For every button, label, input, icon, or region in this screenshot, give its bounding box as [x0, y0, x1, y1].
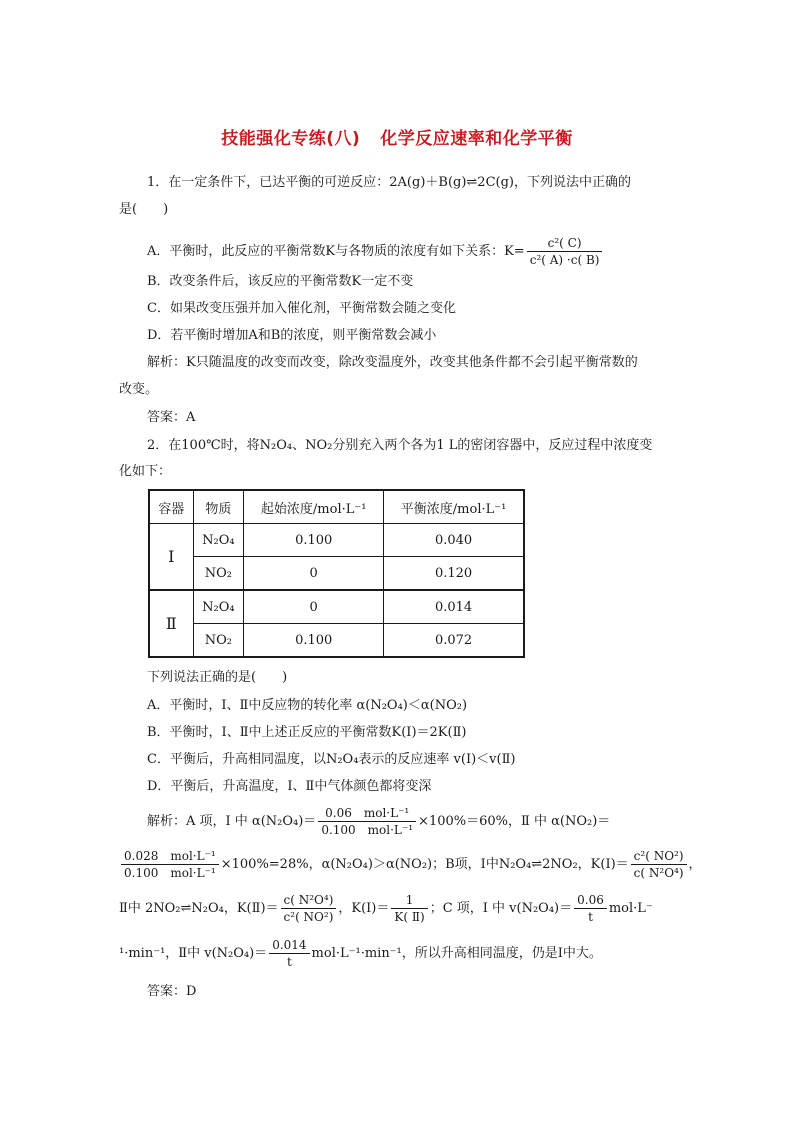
q1-stem-line1: 1．在一定条件下，已达平衡的可逆反应：2A(g)＋B(g)⇌2C(g)，下列说法中正确的 [147, 175, 631, 190]
fraction-numerator: 0.06 [574, 893, 607, 909]
q2-analysis-line2 [119, 849, 702, 880]
analysis-text: ×100%＝60%，Ⅱ 中 α(NO₂)＝ [418, 814, 611, 829]
title-topic: 化学反应速率和化学平衡 [380, 129, 573, 149]
q2-ask: 下列说法正确的是( ) [147, 670, 288, 685]
substance-cell: NO₂ [193, 557, 244, 591]
eq-cell: 0.040 [384, 524, 524, 557]
fraction-denominator: K( Ⅱ) [394, 910, 425, 924]
q1-option-a-fraction [527, 236, 603, 267]
start-cell: 0 [244, 557, 384, 591]
fraction-numerator: 0.014 [269, 938, 309, 954]
fraction-denominator: c²( A) ·c( B) [529, 253, 600, 267]
q2-option-d: D．平衡后，升高温度，Ⅰ、Ⅱ中气体颜色都将变深 [147, 779, 432, 794]
table-row [149, 557, 524, 591]
fraction [574, 893, 607, 924]
header-eq-conc: 平衡浓度/mol·L⁻¹ [384, 490, 524, 524]
analysis-text: mol·L⁻¹·min⁻¹，所以升高相同温度，仍是Ⅰ中大。 [311, 946, 602, 961]
analysis-text: 解析：A 项，Ⅰ 中 α(N₂O₄)＝ [147, 814, 317, 829]
fraction-denominator: t [588, 910, 593, 924]
substance-cell: N₂O₄ [193, 590, 244, 624]
fraction-numerator: 0.028 mol·L⁻¹ [121, 849, 219, 865]
header-start-conc: 起始浓度/mol·L⁻¹ [244, 490, 384, 524]
container-cell: Ⅰ [149, 524, 193, 591]
q2-option-a: A．平衡时，Ⅰ、Ⅱ中反应物的转化率 α(N₂O₄)＜α(NO₂) [147, 698, 468, 713]
q1-option-d: D．若平衡时增加A和B的浓度，则平衡常数会减小 [147, 328, 437, 343]
q2-option-b: B．平衡时，Ⅰ、Ⅱ中上述正反应的平衡常数K(Ⅰ)＝2K(Ⅱ) [147, 725, 467, 740]
eq-cell: 0.120 [384, 557, 524, 591]
fraction-denominator: c( N²O⁴) [633, 866, 684, 880]
fraction-numerator: c( N²O⁴) [281, 893, 337, 909]
fraction-numerator: c²( C) [527, 236, 603, 252]
fraction [281, 893, 337, 924]
fraction-numerator: 1 [391, 893, 427, 909]
q2-analysis-line1 [147, 806, 610, 837]
table-row [149, 590, 524, 624]
fraction-denominator: 0.100 mol·L⁻¹ [124, 866, 216, 880]
analysis-text: ×100%=28%，α(N₂O₄)＞α(NO₂)；B项，Ⅰ中N₂O₄⇌2NO₂，K(Ⅰ)＝ [220, 857, 629, 872]
analysis-text: mol·L⁻ [608, 901, 653, 916]
q1-analysis-line1: 解析：K只随温度的改变而改变，除改变温度外，改变其他条件都不会引起平衡常数的 [147, 355, 638, 370]
q2-answer: 答案：D [147, 984, 197, 999]
q1-option-c: C．如果改变压强并加入催化剂，平衡常数会随之变化 [147, 301, 456, 316]
q2-analysis-line3 [119, 893, 653, 924]
analysis-text: ，K(Ⅰ)＝ [338, 901, 390, 916]
header-container: 容器 [149, 490, 193, 524]
start-cell: 0 [244, 590, 384, 624]
analysis-text: Ⅱ中 2NO₂⇌N₂O₄，K(Ⅱ)＝ [119, 901, 279, 916]
eq-cell: 0.072 [384, 624, 524, 658]
fraction-denominator: c²( NO²) [283, 910, 334, 924]
eq-cell: 0.014 [384, 590, 524, 624]
fraction-numerator: 0.06 mol·L⁻¹ [318, 806, 416, 822]
fraction-denominator: 0.100 mol·L⁻¹ [321, 823, 414, 837]
concentration-table [148, 489, 525, 658]
q1-analysis-line2: 改变。 [119, 382, 159, 397]
fraction [391, 893, 427, 924]
q2-option-c: C．平衡后，升高相同温度，以N₂O₄表示的反应速率 v(Ⅰ)＜v(Ⅱ) [147, 752, 516, 767]
start-cell: 0.100 [244, 524, 384, 557]
table-row [149, 524, 524, 557]
title-series: 技能强化专练(八) [221, 129, 361, 149]
fraction-denominator: t [286, 955, 292, 969]
substance-cell: N₂O₄ [193, 524, 244, 557]
q2-analysis-line4 [119, 938, 602, 969]
q2-stem-line2: 化如下： [119, 464, 172, 479]
q1-option-a-text: A．平衡时，此反应的平衡常数K与各物质的浓度有如下关系：K= [147, 244, 525, 259]
fraction [269, 938, 309, 969]
table-row [149, 624, 524, 658]
page-title [0, 124, 794, 149]
fraction-numerator: c²( NO²) [631, 849, 687, 865]
analysis-text: ；C 项，Ⅰ 中 v(N₂O₄)＝ [429, 901, 573, 916]
fraction [631, 849, 687, 880]
container-cell: Ⅱ [149, 590, 193, 657]
table-header-row [149, 490, 524, 524]
analysis-text: ， [688, 857, 702, 872]
header-substance: 物质 [193, 490, 244, 524]
substance-cell: NO₂ [193, 624, 244, 658]
q1-option-a [147, 236, 604, 267]
start-cell: 0.100 [244, 624, 384, 658]
fraction [318, 806, 416, 837]
analysis-text: ¹·min⁻¹，Ⅱ中 v(N₂O₄)＝ [119, 946, 268, 961]
q2-stem-line1: 2．在100℃时，将N₂O₄、NO₂分别充入两个各为1 L的密闭容器中，反应过程中浓度变 [147, 438, 653, 453]
q1-answer: 答案：A [147, 410, 196, 425]
q1-stem-line2: 是( ) [119, 202, 169, 217]
fraction [121, 849, 219, 880]
q1-option-b: B．改变条件后，该反应的平衡常数K一定不变 [147, 274, 414, 289]
